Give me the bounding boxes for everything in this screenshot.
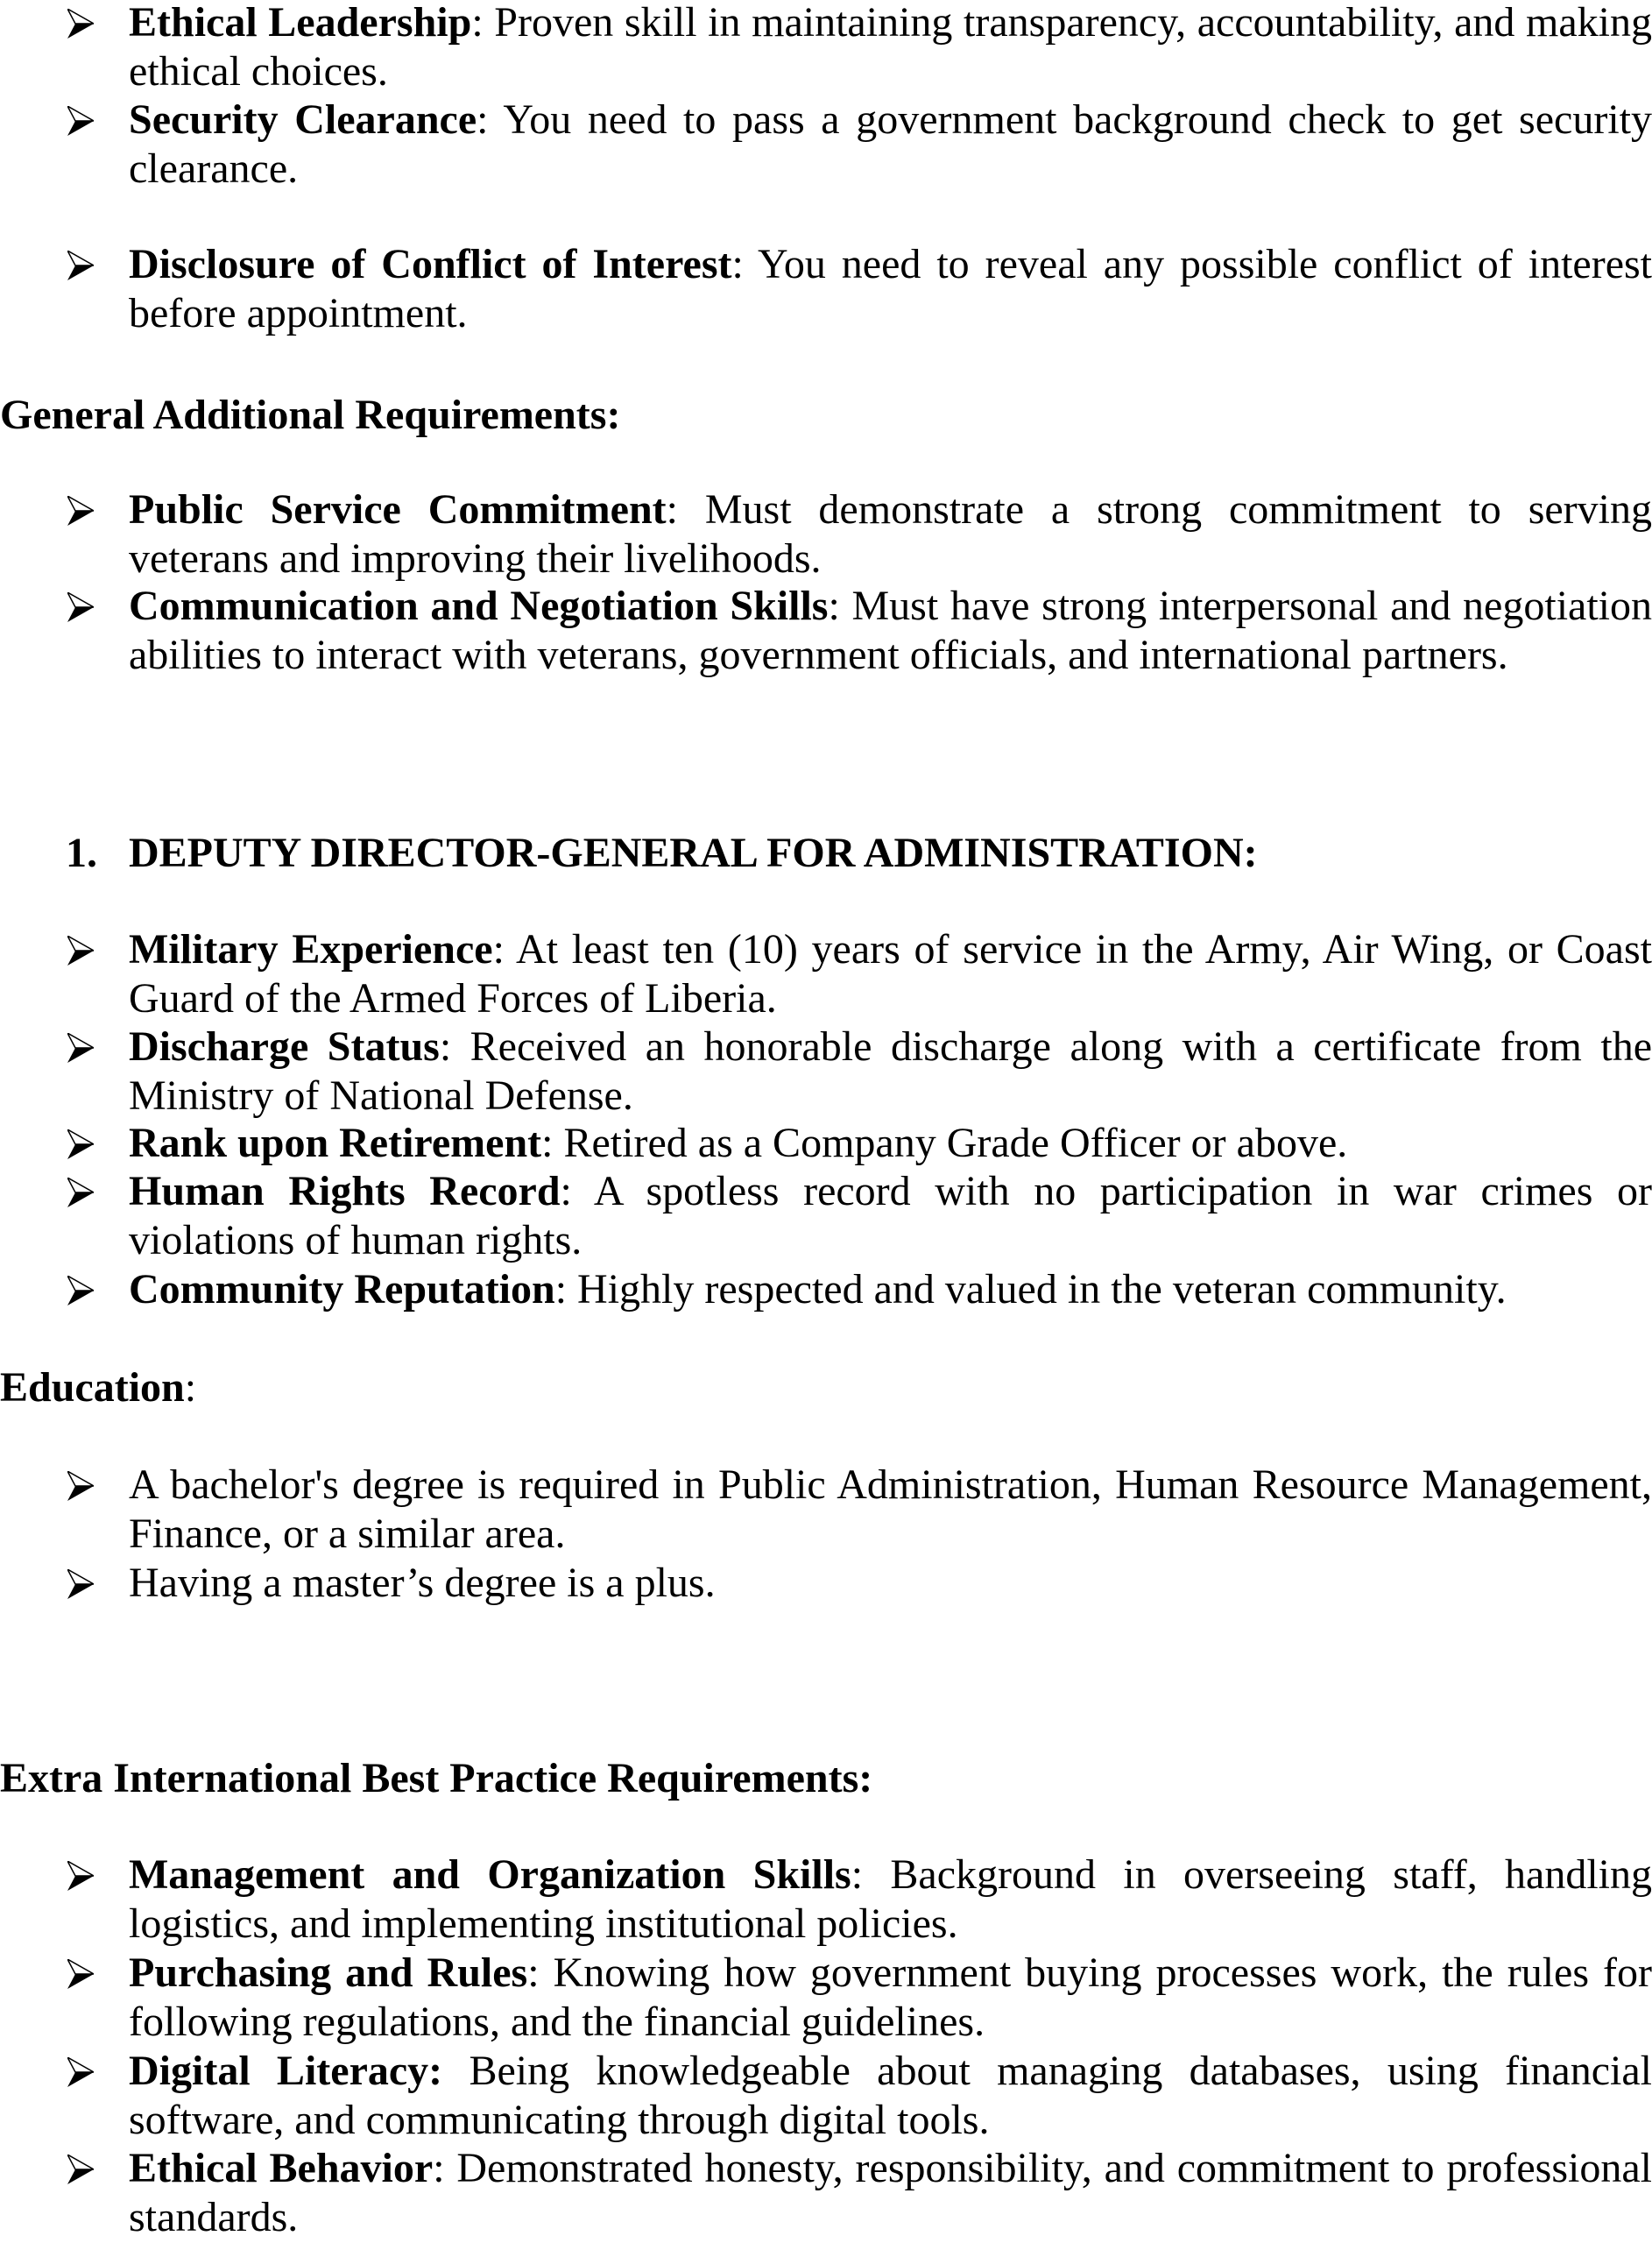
bullet-term: Purchasing and Rules <box>129 1949 528 1996</box>
arrowhead-bullet-icon <box>67 106 94 136</box>
arrowhead-bullet-icon <box>67 592 94 622</box>
heading-title: DEPUTY DIRECTOR-GENERAL FOR ADMINISTRATION: <box>129 830 1258 876</box>
section-heading-general: General Additional Requirements: <box>0 392 621 438</box>
bullet-term: Ethical Leadership <box>129 0 472 46</box>
arrowhead-bullet-icon <box>67 2057 94 2087</box>
arrowhead-bullet-icon <box>67 1569 94 1599</box>
arrowhead-bullet-icon <box>67 9 94 39</box>
arrowhead-bullet-icon <box>67 1033 94 1063</box>
bullet-description: A spotless record with no participation in war crimes or violations of human rights. <box>129 1168 1652 1263</box>
bullet-description: Received an honorable discharge along with a certificate from the Ministry of National Defense. <box>129 1023 1652 1119</box>
bullet-description: Highly respected and valued in the veteran community. <box>567 1266 1507 1313</box>
bullet-term: Discharge Status <box>129 1023 440 1070</box>
bullet-description: Demonstrated honesty, responsibility, and commitment to professional standards. <box>129 2145 1652 2240</box>
bullet-term: Public Service Commitment <box>129 486 667 533</box>
arrowhead-bullet-icon <box>67 936 94 966</box>
bullet-description: You need to reveal any possible conflict of interest before appointment. <box>129 241 1652 336</box>
bullet-description: You need to pass a government background check to get security clearance. <box>129 96 1652 192</box>
bullet-description: Having a master’s degree is a plus. <box>129 1560 716 1606</box>
arrowhead-bullet-icon <box>67 2155 94 2184</box>
arrowhead-bullet-icon <box>67 251 94 280</box>
bullet-description: A bachelor's degree is required in Public Administration, Human Resource Management, Finance, or a similar area. <box>129 1461 1652 1557</box>
arrowhead-bullet-icon <box>67 1276 94 1305</box>
bullet-description: Proven skill in maintaining transparency, accountability, and making ethical choices. <box>129 0 1652 95</box>
bullet-term: Digital Literacy: <box>129 2048 443 2094</box>
bullet-description: Being knowledgeable about managing databases, using financial software, and communicating through digital tools. <box>129 2048 1652 2143</box>
bullet-description: Background in overseeing staff, handling logistics, and implementing institutional policies. <box>129 1851 1652 1947</box>
bullet-term: Communication and Negotiation Skills <box>129 583 829 629</box>
arrowhead-bullet-icon <box>67 1178 94 1207</box>
bullet-term: Security Clearance <box>129 96 477 143</box>
arrowhead-bullet-icon <box>67 1861 94 1891</box>
bullet-term: Human Rights Record <box>129 1168 561 1214</box>
bullet-description: Must have strong interpersonal and negotiation abilities to interact with veterans, government officials, and international partners. <box>129 583 1652 678</box>
arrowhead-bullet-icon <box>67 1129 94 1159</box>
arrowhead-bullet-icon <box>67 496 94 526</box>
bullet-description: At least ten (10) years of service in the Army, Air Wing, or Coast Guard of the Armed Forces of Liberia. <box>129 926 1652 1022</box>
arrowhead-bullet-icon <box>67 1471 94 1501</box>
bullet-term: Management and Organization Skills <box>129 1851 851 1898</box>
heading-number: 1. <box>66 830 97 876</box>
section-heading-extra: Extra International Best Practice Requirements: <box>0 1755 873 1801</box>
section-heading-education: Education: <box>0 1364 197 1411</box>
bullet-term: Rank upon Retirement <box>129 1120 542 1166</box>
arrowhead-bullet-icon <box>67 1959 94 1989</box>
bullet-description: Must demonstrate a strong commitment to serving veterans and improving their livelihoods. <box>129 486 1652 582</box>
bullet-term: Disclosure of Conflict of Interest <box>129 241 732 287</box>
section-heading-deputy <box>66 829 1258 878</box>
bullet-description: Retired as a Company Grade Officer or above. <box>553 1120 1348 1166</box>
bullet-description: Knowing how government buying processes work, the rules for following regulations, and the financial guidelines. <box>129 1949 1652 2045</box>
bullet-term: Military Experience <box>129 926 493 973</box>
bullet-term: Community Reputation <box>129 1266 555 1313</box>
bullet-term: Ethical Behavior <box>129 2145 434 2191</box>
